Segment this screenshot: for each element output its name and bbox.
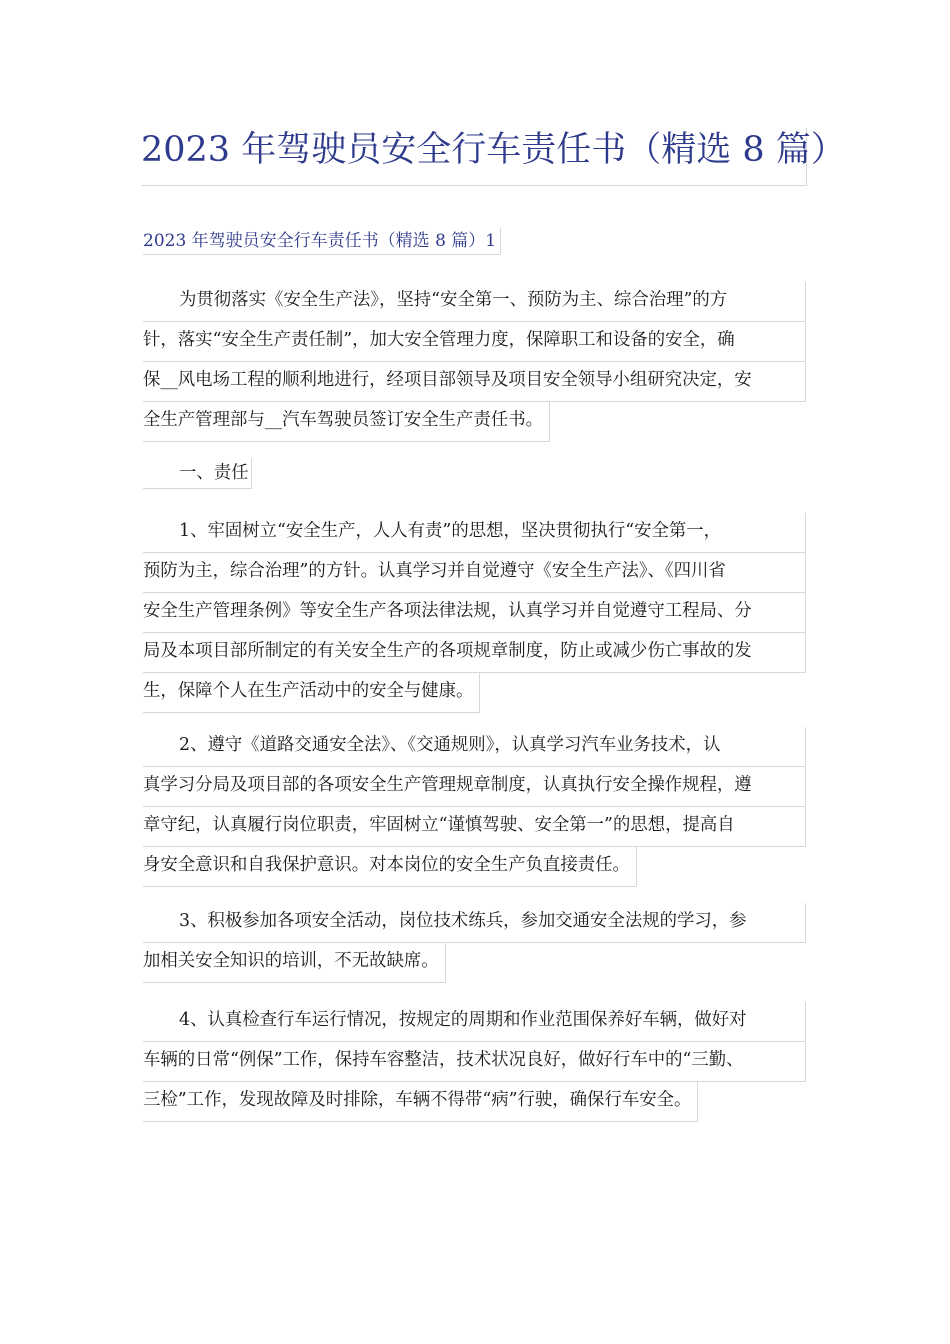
paragraph-line: 2、遵守《道路交通安全法》、《交通规则》，认真学习汽车业务技术，认 <box>143 727 806 767</box>
section-heading: 一、责任 <box>143 458 252 489</box>
item-paragraph-2 <box>143 727 806 891</box>
paragraph-line: 1、牢固树立“安全生产，人人有责”的思想，坚决贯彻执行“安全第一， <box>143 513 806 553</box>
paragraph-line: 生，保障个人在生产活动中的安全与健康。 <box>143 673 480 713</box>
paragraph-line: 4、认真检查行车运行情况，按规定的周期和作业范围保养好车辆，做好对 <box>143 1002 806 1042</box>
paragraph-line: 三检”工作，发现故障及时排除，车辆不得带“病”行驶，确保行车安全。 <box>143 1082 698 1122</box>
paragraph-line: 加相关安全知识的培训，不无故缺席。 <box>143 943 446 983</box>
section-subtitle: 2023 年驾驶员安全行车责任书（精选 8 篇）1 <box>143 228 501 255</box>
item-paragraph-1 <box>143 513 806 717</box>
paragraph-line: 3、积极参加各项安全活动，岗位技术练兵，参加交通安全法规的学习，参 <box>143 903 806 943</box>
paragraph-line: 真学习分局及项目部的各项安全生产管理规章制度，认真执行安全操作规程，遵 <box>143 767 806 807</box>
document-title: 2023 年驾驶员安全行车责任书（精选 8 篇） <box>141 128 807 186</box>
item-paragraph-3 <box>143 903 806 987</box>
paragraph-line: 为贯彻落实《安全生产法》，坚持“安全第一、预防为主、综合治理”的方 <box>143 282 806 322</box>
paragraph-line: 针，落实“安全生产责任制”，加大安全管理力度，保障职工和设备的安全，确 <box>143 322 806 362</box>
paragraph-line: 保__风电场工程的顺利地进行，经项目部领导及项目安全领导小组研究决定，安 <box>143 362 806 402</box>
paragraph-line: 车辆的日常“例保”工作，保持车容整洁，技术状况良好，做好行车中的“三勤、 <box>143 1042 806 1082</box>
item-paragraph-4 <box>143 1002 806 1126</box>
paragraph-line: 预防为主，综合治理”的方针。认真学习并自觉遵守《安全生产法》、《四川省 <box>143 553 806 593</box>
paragraph-line: 局及本项目部所制定的有关安全生产的各项规章制度，防止或减少伤亡事故的发 <box>143 633 806 673</box>
paragraph-line: 身安全意识和自我保护意识。对本岗位的安全生产负直接责任。 <box>143 847 637 887</box>
intro-paragraph <box>143 282 806 446</box>
paragraph-line: 章守纪，认真履行岗位职责，牢固树立“谨慎驾驶、安全第一”的思想，提高自 <box>143 807 806 847</box>
paragraph-line: 全生产管理部与__汽车驾驶员签订安全生产责任书。 <box>143 402 550 442</box>
paragraph-line: 安全生产管理条例》等安全生产各项法律法规，认真学习并自觉遵守工程局、分 <box>143 593 806 633</box>
